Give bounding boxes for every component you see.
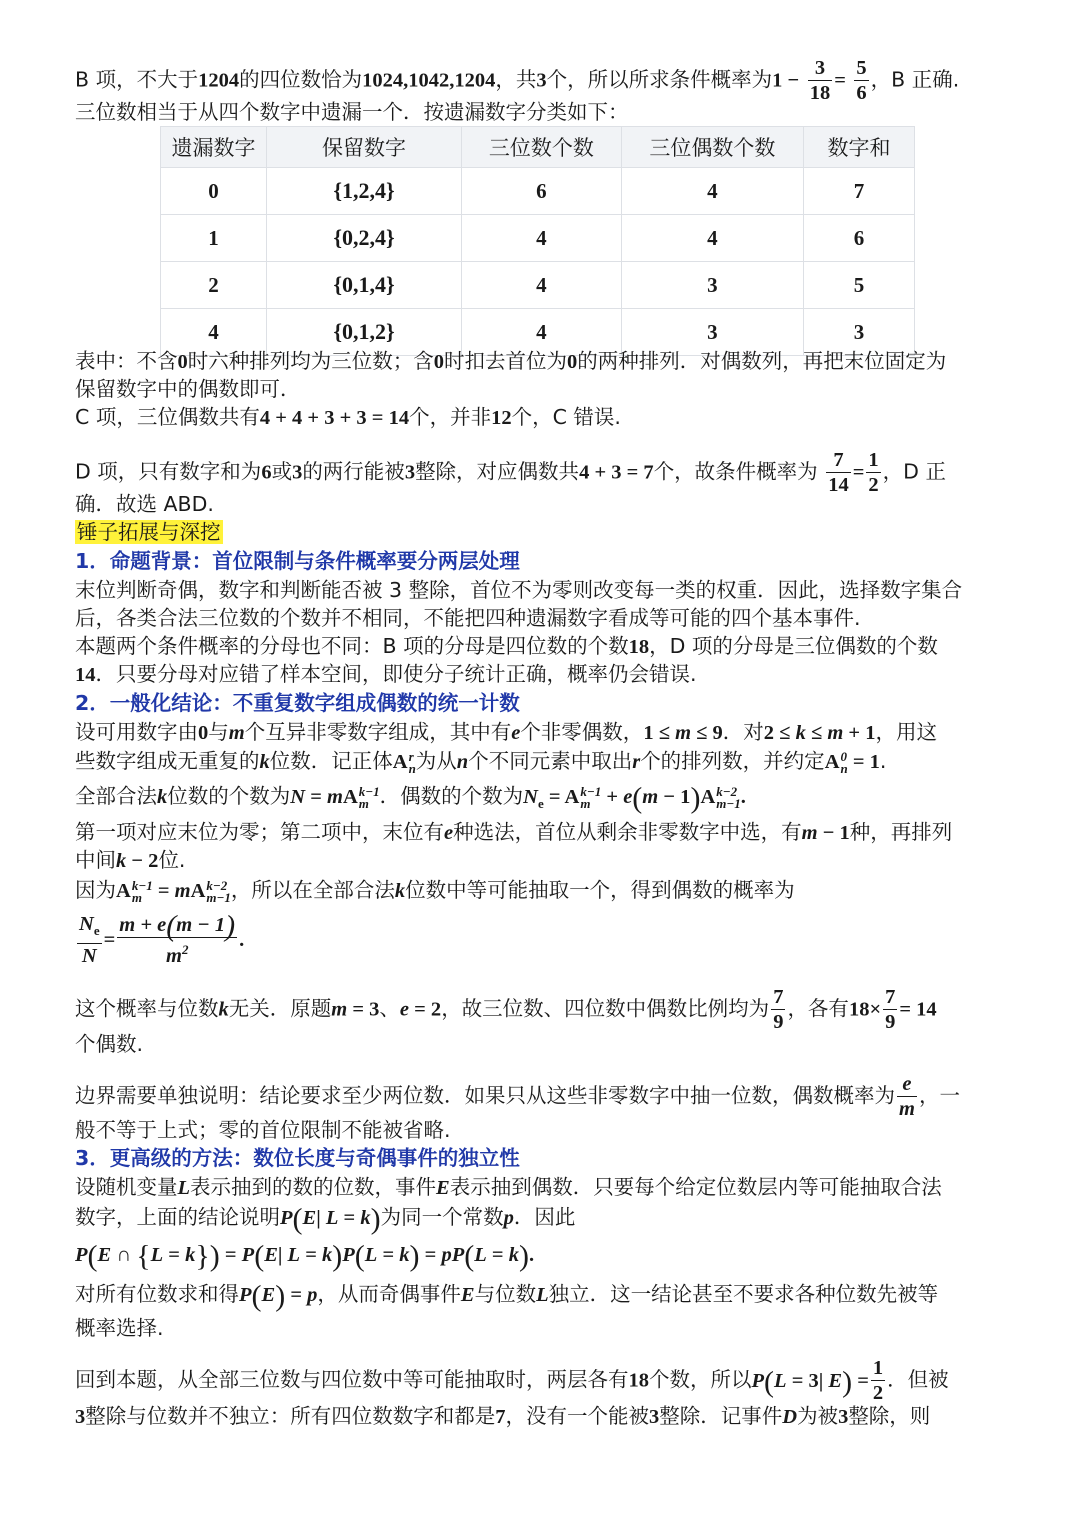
line-b-option: B 项，不大于1204的四位数恰为1024,1042,1204，共3个，所以所求条件概率为1 − $\frac{3}{18}$ = $\frac{5}{6}$ ，B 正确. bbox=[75, 57, 960, 104]
para-9b: 数字，上面的结论说明P(E| L = k)为同一个常数p．因此 bbox=[75, 1202, 576, 1236]
table-cell: 4 bbox=[461, 262, 621, 309]
table-header-4: 数字和 bbox=[804, 127, 915, 168]
table-header-2: 三位数个数 bbox=[461, 127, 621, 168]
table-cell: 3 bbox=[804, 309, 915, 356]
table-row bbox=[161, 215, 915, 262]
para-2a: 本题两个条件概率的分母也不同：B 项的分母是四位数的个数18，D 项的分母是三位偶数的个数 bbox=[75, 634, 938, 658]
para-3a: 设可用数字由0与m个互异非零数字组成，其中有e个非零偶数，1 ≤ m ≤ 9．对2 ≤ k ≤ m + 1，用这 bbox=[75, 720, 937, 744]
line-table-note: 表中：不含0时六种排列均为三位数；含0时扣去首位为0的两种排列．对偶数列，再把末位固定为 bbox=[75, 349, 947, 373]
table-cell: {0,1,4} bbox=[267, 262, 462, 309]
table-cell: 7 bbox=[804, 168, 915, 215]
para-3b: 些数字组成无重复的k位数．记正体A r n 为从n个不同元素中取出r个的排列数，并约定A 0 n = 1. bbox=[75, 749, 887, 777]
formula-independence: P(E ∩ {L = k}) = P(E| L = k)P(L = k) = pP(L = k). bbox=[75, 1239, 535, 1273]
table-cell: 6 bbox=[461, 168, 621, 215]
table-cell: 3 bbox=[621, 262, 803, 309]
heading-3: 3．更高级的方法：数位长度与奇偶事件的独立性 bbox=[75, 1146, 520, 1170]
table-cell: 4 bbox=[621, 168, 803, 215]
table-cell: 4 bbox=[461, 215, 621, 262]
table-cell: 2 bbox=[161, 262, 267, 309]
para-5a: 第一项对应末位为零；第二项中，末位有e种选法，首位从剩余非零数字中选，有m − 1种，再排列 bbox=[75, 820, 953, 844]
table-cell: {0,2,4} bbox=[267, 215, 462, 262]
table-row bbox=[161, 262, 915, 309]
table-cell: 1 bbox=[161, 215, 267, 262]
line-conclusion: 确．故选 ABD. bbox=[75, 492, 214, 516]
table-cell: 6 bbox=[804, 215, 915, 262]
table-cell: 3 bbox=[621, 309, 803, 356]
line-table-note-2: 保留数字中的偶数即可． bbox=[75, 377, 301, 401]
para-10: 对所有位数求和得P(E) = p，从而奇偶事件E与位数L独立．这一结论甚至不要求各种位数先被等 bbox=[75, 1279, 939, 1313]
table-cell: {1,2,4} bbox=[267, 168, 462, 215]
table-cell: 5 bbox=[804, 262, 915, 309]
omission-table bbox=[160, 126, 915, 356]
line-c-option: C 项，三位偶数共有4 + 4 + 3 + 3 = 14个，并非12个，C 错误. bbox=[75, 405, 621, 429]
section-title: 锤子拓展与深挖 bbox=[77, 520, 221, 544]
table-header-1: 保留数字 bbox=[267, 127, 462, 168]
table-header-0: 遗漏数字 bbox=[161, 127, 267, 168]
para-4: 全部合法k位数的个数为N = mA k−1 m ．偶数的个数为$N_e = A$ k−1 m + e(m − 1)A k−2 m−1 . bbox=[75, 781, 746, 815]
table-cell: 4 bbox=[161, 309, 267, 356]
heading-1: 1．命题背景：首位限制与条件概率要分两层处理 bbox=[75, 549, 520, 573]
para-7b: 个偶数. bbox=[75, 1032, 144, 1056]
fraction-3-18: $\frac{3}{18}$ bbox=[809, 57, 831, 104]
para-11a: 回到本题，从全部三位数与四位数中等可能抽取时，两层各有18个数，所以P(L = 3| E) = $\frac{1}{2}$ ．但被 bbox=[75, 1357, 949, 1404]
para-6: 因为A k−1 m = mA k−2 m−1 ，所以在全部合法k位数中等可能抽取一个，得到偶数的概率为 bbox=[75, 878, 795, 906]
line-d-option: D 项，只有数字和为6或3的两行能被3整除，对应偶数共4 + 3 = 7个，故条件概率为 $\frac{7}{14}$ = $\frac{1}{2}$ ，D 正 bbox=[75, 449, 946, 496]
para-2b: 14．只要分母对应错了样本空间，即使分子统计正确，概率仍会错误. bbox=[75, 662, 697, 686]
para-8b: 般不等于上式；零的首位限制不能被省略. bbox=[75, 1118, 451, 1142]
para-7: 这个概率与位数k无关．原题m = 3、e = 2，故三位数、四位数中偶数比例均为 $\frac{7}{9}$ ，各有18× $\frac{7}{9}$ = 14 bbox=[75, 986, 937, 1033]
table-cell: 4 bbox=[461, 309, 621, 356]
table-cell: 0 bbox=[161, 168, 267, 215]
para-11b: 3整除与位数并不独立：所有四位数数字和都是7，没有一个能被3整除．记事件D为被3整除，则 bbox=[75, 1404, 931, 1428]
line-intro: 三位数相当于从四个数字中遗漏一个．按遗漏数字分类如下： bbox=[75, 100, 629, 124]
para-5b: 中间k − 2位. bbox=[75, 848, 186, 872]
para-9a: 设随机变量L表示抽到的数的位数，事件E表示抽到偶数．只要每个给定位数层内等可能抽取合法 bbox=[75, 1175, 942, 1199]
fraction-5-6: $\frac{5}{6}$ bbox=[856, 57, 867, 104]
para-1b: 后，各类合法三位数的个数并不相同，不能把四种遗漏数字看成等可能的四个基本事件. bbox=[75, 606, 861, 630]
table-cell: {0,1,2} bbox=[267, 309, 462, 356]
para-1a: 末位判断奇偶，数字和判断能否被 3 整除，首位不为零则改变每一类的权重．因此，选择数字集合 bbox=[75, 578, 963, 602]
para-10b: 概率选择. bbox=[75, 1316, 164, 1340]
table-header-3: 三位偶数个数 bbox=[621, 127, 803, 168]
table-cell: 4 bbox=[621, 215, 803, 262]
heading-2: 2．一般化结论：不重复数字组成偶数的统一计数 bbox=[75, 691, 520, 715]
table-row bbox=[161, 168, 915, 215]
formula-probability: $\frac{N_e}{N}$ = $\frac{m + e(m - 1)}{m^2}$ . bbox=[79, 908, 245, 968]
para-8a: 边界需要单独说明：结论要求至少两位数．如果只从这些非零数字中抽一位数，偶数概率为 $\frac{e}{m}$ ，一 bbox=[75, 1073, 960, 1120]
